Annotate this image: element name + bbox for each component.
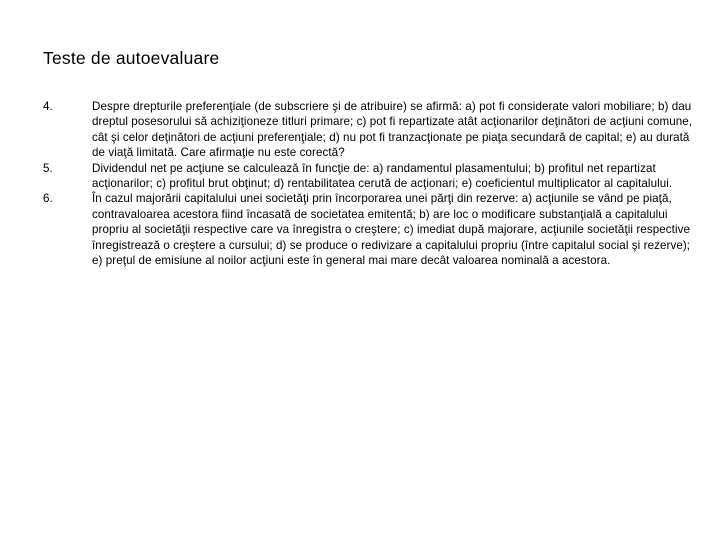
question-list [43,99,698,268]
question-number: 4. [43,100,53,113]
question-item-6 [43,191,698,268]
slide-title: Teste de autoevaluare [43,48,220,68]
question-text: În cazul majorării capitalului unei societăţi prin încorporarea unei părţi din rezerve: a) acţiunile se vând pe piaţă, contravaloarea acestora fiind încasată de societatea emitentă; b) are loc o modificare substanţială a capitalului propriu al societăţii respective care va înregistra o creştere; c) imediat după majorare, acţiunile societăţii respective înregistrează o creştere a cursului; d) se produce o redivizare a capitalului propriu (între capitalul social şi rezerve); e) preţul de emisiune al noilor acţiuni este în general mai mare decât valoarea nominală a acestora. [92,192,691,268]
question-item-4 [43,99,698,161]
question-text: Dividendul net pe acţiune se calculează în funcţie de: a) randamentul plasamentului; b) profitul net repartizat acţionarilor; c) profitul brut obţinut; d) rentabilitatea cerută de acţionari; e) coeficientul multiplicator al capitalului. [92,161,673,191]
question-number: 5. [43,161,53,175]
question-number: 6. [43,192,53,206]
question-item-5 [43,161,698,192]
question-text: Despre drepturile preferenţiale (de subscriere şi de atribuire) se afirmă: a) pot fi considerate valori mobiliare; b) dau dreptul posesorului să achiziţioneze titluri primare; c) pot fi repartizate atât acţionarilor deţinători de acţiuni comune, cât şi celor deţinători de acţiuni preferenţiale; d) nu pot fi tranzacţionate pe piaţa secundară de capital; e) au durată de viaţă limitată. Care afirmaţie nu este corectă? [92,100,693,160]
